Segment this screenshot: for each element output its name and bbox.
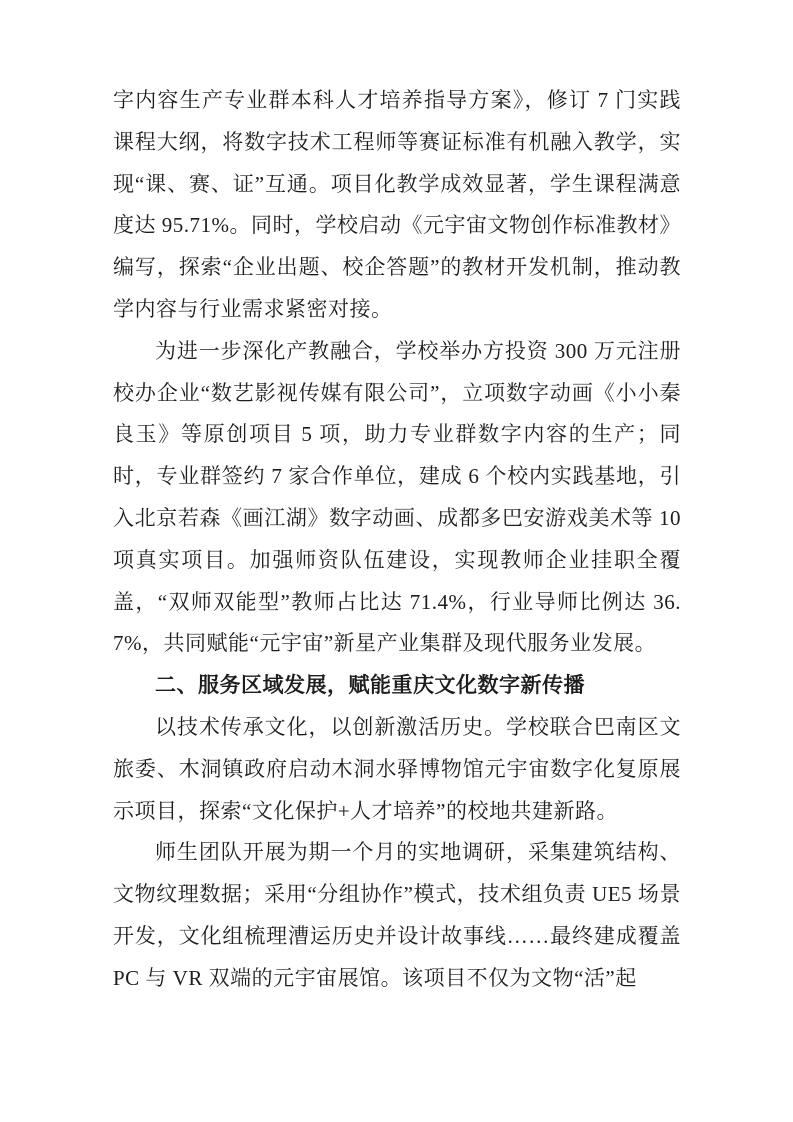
section-heading: 二、服务区域发展，赋能重庆文化数字新传播	[155, 673, 585, 698]
paragraph: 为进一步深化产教融合，学校举办方投资 300 万元注册校办企业“数艺影视传媒有限公司”，立项数字动画《小小秦良玉》等原创项目 5 项，助力专业群数字内容的生产；同时，专业群签约 7 家合作单位，建成 6 个校内实践基地，引入北京若森《画江湖》数字动画、成都多巴安游戏美术等 10 项真实项目。加强师资队伍建设，实现教师企业挂职全覆盖，“双师双能型”教师占比达 71.4%，行业导师比例达 36.7%，共同赋能“元宇宙”新星产业集群及现代服务业发展。	[113, 338, 681, 656]
document-body	[113, 80, 681, 1000]
paragraph: 师生团队开展为期一个月的实地调研，采集建筑结构、文物纹理数据；采用“分组协作”模式，技术组负责 UE5 场景开发，文化组梳理漕运历史并设计故事线……最终建成覆盖 PC 与 VR 双端的元宇宙展馆。该项目不仅为文物“活”起	[113, 840, 681, 990]
paragraph: 以技术传承文化，以创新激活历史。学校联合巴南区文旅委、木洞镇政府启动木洞水驿博物馆元宇宙数字化复原展示项目，探索“文化保护+人才培养”的校地共建新路。	[113, 714, 681, 823]
paragraph: 字内容生产专业群本科人才培养指导方案》，修订 7 门实践课程大纲，将数字技术工程师等赛证标准有机融入教学，实现“课、赛、证”互通。项目化教学成效显著，学生课程满意度达 95.71%。同时，学校启动《元宇宙文物创作标准教材》编写，探索“企业出题、校企答题”的教材开发机制，推动教学内容与行业需求紧密对接。	[113, 88, 681, 321]
